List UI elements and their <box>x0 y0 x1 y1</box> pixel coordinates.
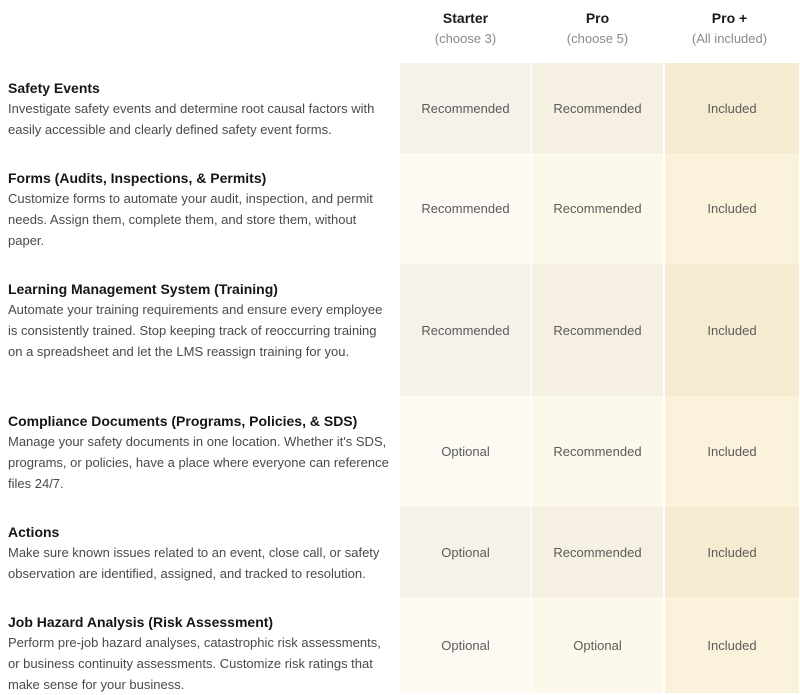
plan-header-starter <box>400 10 531 48</box>
feature-description: Perform pre-job hazard analyses, catastrophic risk assessments, or business continuity assessments. Customize risk ratings that make sense for your business. <box>8 635 381 692</box>
plan-header-row <box>0 0 800 63</box>
feature-row-compliance-documents <box>0 396 800 507</box>
feature-title: Forms (Audits, Inspections, & Permits) <box>8 170 267 186</box>
plan-subtitle: (All included) <box>691 31 768 46</box>
pro-status: Recommended <box>532 264 663 396</box>
pro-status: Recommended <box>532 63 663 153</box>
feature-description: Manage your safety documents in one location. Whether it's SDS, programs, or policies, have a place where everyone can reference files 24/7. <box>8 434 389 491</box>
feature-title: Actions <box>8 524 60 540</box>
starter-status: Recommended <box>400 264 531 396</box>
feature-info <box>8 279 393 362</box>
feature-description: Automate your training requirements and ensure every employee is consistently trained. Stop keeping track of reoccurring training on a spreadsheet and let the LMS reassign training for you. <box>8 302 383 359</box>
feature-row-lms <box>0 264 800 396</box>
feature-title: Safety Events <box>8 80 100 96</box>
feature-row-forms <box>0 153 800 264</box>
plan-subtitle: (choose 5) <box>566 31 629 46</box>
plan-header-pro <box>532 10 663 48</box>
feature-title: Compliance Documents (Programs, Policies, & SDS) <box>8 413 358 429</box>
starter-status: Recommended <box>400 153 531 264</box>
starter-status: Recommended <box>400 63 531 153</box>
pro-plus-status: Included <box>665 63 799 153</box>
plan-name: Pro + <box>711 10 748 26</box>
starter-status: Optional <box>400 507 531 597</box>
feature-title: Learning Management System (Training) <box>8 281 278 297</box>
pro-status: Recommended <box>532 396 663 507</box>
feature-info <box>8 612 393 695</box>
feature-description: Customize forms to automate your audit, inspection, and permit needs. Assign them, complete them, and store them, without paper. <box>8 191 373 248</box>
feature-info <box>8 522 393 584</box>
feature-row-job-hazard-analysis <box>0 597 800 693</box>
feature-info <box>8 168 393 251</box>
pro-status: Recommended <box>532 153 663 264</box>
pro-plus-status: Included <box>665 507 799 597</box>
feature-info <box>8 78 393 140</box>
starter-status: Optional <box>400 396 531 507</box>
feature-info <box>8 411 393 494</box>
feature-row-safety-events <box>0 63 800 153</box>
pro-plus-status: Included <box>665 153 799 264</box>
pro-plus-status: Included <box>665 264 799 396</box>
pro-plus-status: Included <box>665 396 799 507</box>
feature-title: Job Hazard Analysis (Risk Assessment) <box>8 614 274 630</box>
pro-status: Recommended <box>532 507 663 597</box>
feature-description: Investigate safety events and determine root causal factors with easily accessible and clearly defined safety event forms. <box>8 101 375 137</box>
starter-status: Optional <box>400 597 531 693</box>
pro-plus-status: Included <box>665 597 799 693</box>
plan-subtitle: (choose 3) <box>434 31 497 46</box>
feature-description: Make sure known issues related to an event, close call, or safety observation are identified, assigned, and tracked to resolution. <box>8 545 380 581</box>
pro-status: Optional <box>532 597 663 693</box>
plan-name: Starter <box>442 10 489 26</box>
feature-row-actions <box>0 507 800 597</box>
plan-name: Pro <box>585 10 610 26</box>
plan-header-pro-plus <box>664 10 795 48</box>
